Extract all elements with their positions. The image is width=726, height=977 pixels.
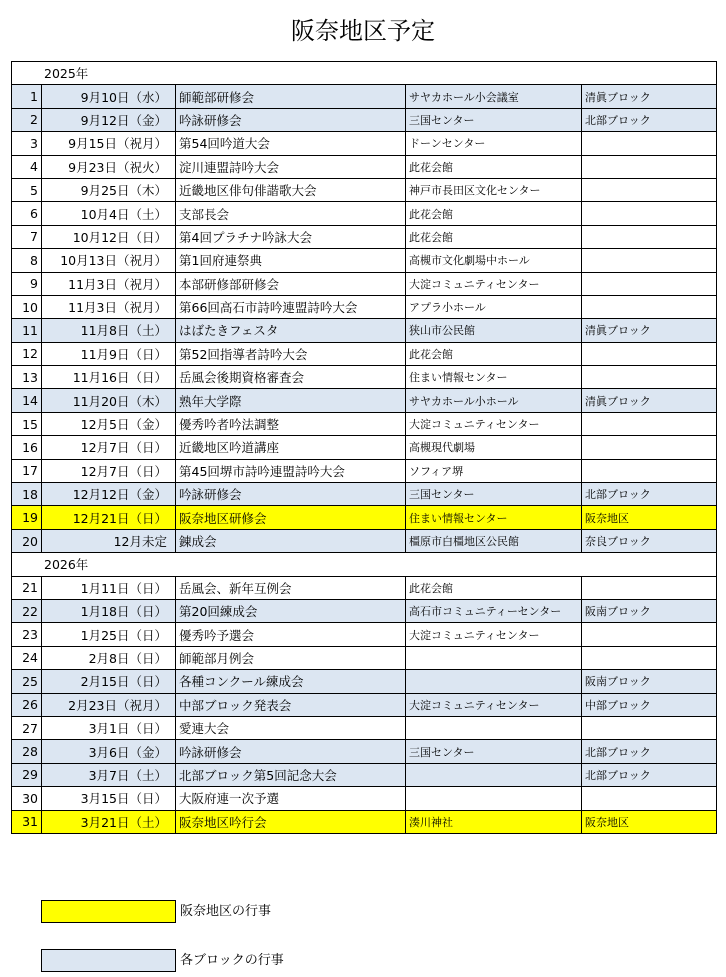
- row-number: 9: [12, 272, 42, 295]
- event-date: 11月16日（日）: [42, 366, 176, 389]
- legend-label-hanna: 阪奈地区の行事: [180, 904, 272, 919]
- row-number: 10: [12, 295, 42, 318]
- event-organizer: [582, 155, 717, 178]
- table-row: [12, 763, 717, 786]
- event-organizer: 阪南ブロック: [582, 599, 717, 622]
- event-venue: 三国センター: [406, 740, 582, 763]
- event-organizer: [582, 202, 717, 225]
- event-name: 近畿地区俳句俳諧歌大会: [176, 178, 406, 201]
- event-organizer: [582, 459, 717, 482]
- event-date: 1月25日（日）: [42, 623, 176, 646]
- event-venue: [406, 763, 582, 786]
- event-venue: [406, 716, 582, 739]
- event-name: 阪奈地区研修会: [176, 506, 406, 529]
- event-venue: 此花会館: [406, 576, 582, 599]
- event-name: 阪奈地区吟行会: [176, 810, 406, 833]
- event-date: 11月9日（日）: [42, 342, 176, 365]
- event-name: 錬成会: [176, 529, 406, 552]
- row-number: 18: [12, 483, 42, 506]
- event-venue: 高槻現代劇場: [406, 436, 582, 459]
- event-name: 師範部月例会: [176, 646, 406, 669]
- event-organizer: [582, 225, 717, 248]
- event-name: 大阪府連一次予選: [176, 787, 406, 810]
- row-number: 25: [12, 670, 42, 693]
- table-row: [12, 810, 717, 833]
- event-venue: 大淀コミュニティセンター: [406, 412, 582, 435]
- event-date: 10月12日（日）: [42, 225, 176, 248]
- event-venue: 神戸市長田区文化センター: [406, 178, 582, 201]
- event-name: 師範部研修会: [176, 85, 406, 108]
- event-date: 3月21日（土）: [42, 810, 176, 833]
- row-number: 1: [12, 85, 42, 108]
- event-date: 12月7日（日）: [42, 459, 176, 482]
- event-name: 第4回プラチナ吟詠大会: [176, 225, 406, 248]
- event-organizer: 中部ブロック: [582, 693, 717, 716]
- event-date: 10月4日（土）: [42, 202, 176, 225]
- event-date: 12月7日（日）: [42, 436, 176, 459]
- event-venue: [406, 787, 582, 810]
- event-venue: 此花会館: [406, 202, 582, 225]
- row-number: 16: [12, 436, 42, 459]
- event-organizer: 北部ブロック: [582, 108, 717, 131]
- schedule-table: [11, 61, 717, 834]
- event-venue: 狭山市公民館: [406, 319, 582, 342]
- row-number: 4: [12, 155, 42, 178]
- event-name: 各種コンクール練成会: [176, 670, 406, 693]
- event-venue: 湊川神社: [406, 810, 582, 833]
- event-organizer: 北部ブロック: [582, 763, 717, 786]
- event-name: 愛連大会: [176, 716, 406, 739]
- event-name: 優秀吟予選会: [176, 623, 406, 646]
- event-organizer: [582, 249, 717, 272]
- event-date: 11月20日（木）: [42, 389, 176, 412]
- event-organizer: 清眞ブロック: [582, 389, 717, 412]
- event-date: 2月8日（日）: [42, 646, 176, 669]
- event-organizer: [582, 342, 717, 365]
- event-organizer: [582, 272, 717, 295]
- event-organizer: 阪奈地区: [582, 810, 717, 833]
- event-venue: [406, 670, 582, 693]
- event-name: 第45回堺市詩吟連盟詩吟大会: [176, 459, 406, 482]
- event-name: 中部ブロック発表会: [176, 693, 406, 716]
- event-organizer: [582, 295, 717, 318]
- table-row: [12, 366, 717, 389]
- event-venue: 大淀コミュニティセンター: [406, 693, 582, 716]
- event-organizer: [582, 132, 717, 155]
- event-venue: 住まい情報センター: [406, 366, 582, 389]
- row-number: 19: [12, 506, 42, 529]
- row-number: 12: [12, 342, 42, 365]
- event-organizer: [582, 646, 717, 669]
- event-date: 9月10日（水）: [42, 85, 176, 108]
- event-organizer: [582, 576, 717, 599]
- table-row: [12, 202, 717, 225]
- row-number: 7: [12, 225, 42, 248]
- table-row: [12, 459, 717, 482]
- event-venue: 住まい情報センター: [406, 506, 582, 529]
- table-row: [12, 506, 717, 529]
- table-row: [12, 740, 717, 763]
- table-row: [12, 108, 717, 131]
- event-date: 9月25日（木）: [42, 178, 176, 201]
- table-row: [12, 599, 717, 622]
- event-name: 第54回吟道大会: [176, 132, 406, 155]
- row-number: 29: [12, 763, 42, 786]
- table-row: [12, 576, 717, 599]
- event-name: 岳風会、新年互例会: [176, 576, 406, 599]
- table-row: [12, 389, 717, 412]
- event-name: 熟年大学際: [176, 389, 406, 412]
- row-number: 14: [12, 389, 42, 412]
- event-date: 11月8日（土）: [42, 319, 176, 342]
- table-row: [12, 249, 717, 272]
- table-row: [12, 155, 717, 178]
- row-number: 11: [12, 319, 42, 342]
- event-name: 近畿地区吟道講座: [176, 436, 406, 459]
- event-organizer: [582, 436, 717, 459]
- row-number: 22: [12, 599, 42, 622]
- event-organizer: [582, 366, 717, 389]
- table-row: [12, 295, 717, 318]
- event-name: 淀川連盟詩吟大会: [176, 155, 406, 178]
- event-venue: ソフィア堺: [406, 459, 582, 482]
- event-venue: 此花会館: [406, 155, 582, 178]
- table-row: [12, 342, 717, 365]
- table-row: [12, 412, 717, 435]
- event-date: 11月3日（祝月）: [42, 295, 176, 318]
- row-number: 3: [12, 132, 42, 155]
- event-venue: [406, 646, 582, 669]
- event-venue: サヤカホール小ホール: [406, 389, 582, 412]
- event-venue: サヤカホール小会議室: [406, 85, 582, 108]
- event-organizer: 阪奈地区: [582, 506, 717, 529]
- table-row: [12, 132, 717, 155]
- table-row: [12, 483, 717, 506]
- event-organizer: 清眞ブロック: [582, 319, 717, 342]
- event-date: 3月15日（日）: [42, 787, 176, 810]
- event-name: 吟詠研修会: [176, 483, 406, 506]
- page-title: 阪奈地区予定: [291, 17, 435, 45]
- row-number: 13: [12, 366, 42, 389]
- event-venue: 大淀コミュニティセンター: [406, 623, 582, 646]
- event-date: 3月1日（日）: [42, 716, 176, 739]
- event-name: 優秀吟者吟法調整: [176, 412, 406, 435]
- row-number: 26: [12, 693, 42, 716]
- event-name: 吟詠研修会: [176, 740, 406, 763]
- event-date: 9月15日（祝月）: [42, 132, 176, 155]
- event-name: 第1回府連祭典: [176, 249, 406, 272]
- table-row: [12, 529, 717, 552]
- event-name: はばたきフェスタ: [176, 319, 406, 342]
- event-date: 9月23日（祝火）: [42, 155, 176, 178]
- row-number: 27: [12, 716, 42, 739]
- event-name: 岳風会後期資格審査会: [176, 366, 406, 389]
- event-date: 11月3日（祝月）: [42, 272, 176, 295]
- table-row: [12, 623, 717, 646]
- row-number: 31: [12, 810, 42, 833]
- event-date: 2月23日（祝月）: [42, 693, 176, 716]
- year-header-row: [12, 62, 717, 85]
- event-date: 12月未定: [42, 529, 176, 552]
- event-organizer: 北部ブロック: [582, 740, 717, 763]
- row-number: 2: [12, 108, 42, 131]
- row-number: 20: [12, 529, 42, 552]
- event-venue: 三国センター: [406, 483, 582, 506]
- event-venue: 大淀コミュニティセンター: [406, 272, 582, 295]
- event-date: 1月11日（日）: [42, 576, 176, 599]
- event-date: 1月18日（日）: [42, 599, 176, 622]
- legend-swatch-block: [41, 949, 176, 972]
- year-header-row: [12, 553, 717, 576]
- event-name: 吟詠研修会: [176, 108, 406, 131]
- table-row: [12, 787, 717, 810]
- event-venue: 此花会館: [406, 225, 582, 248]
- event-date: 3月7日（土）: [42, 763, 176, 786]
- table-row: [12, 716, 717, 739]
- table-row: [12, 693, 717, 716]
- event-date: 12月21日（日）: [42, 506, 176, 529]
- event-name: 本部研修部研修会: [176, 272, 406, 295]
- event-venue: 高石市コミュニティーセンター: [406, 599, 582, 622]
- event-venue: 此花会館: [406, 342, 582, 365]
- row-number: 17: [12, 459, 42, 482]
- event-organizer: [582, 412, 717, 435]
- event-name: 北部ブロック第5回記念大会: [176, 763, 406, 786]
- event-venue: アプラ小ホール: [406, 295, 582, 318]
- event-name: 支部長会: [176, 202, 406, 225]
- row-number: 8: [12, 249, 42, 272]
- event-date: 9月12日（金）: [42, 108, 176, 131]
- legend-swatch-hanna: [41, 900, 176, 923]
- row-number: 28: [12, 740, 42, 763]
- table-row: [12, 646, 717, 669]
- event-date: 10月13日（祝月）: [42, 249, 176, 272]
- event-organizer: 阪南ブロック: [582, 670, 717, 693]
- event-organizer: [582, 178, 717, 201]
- table-row: [12, 178, 717, 201]
- event-organizer: 清眞ブロック: [582, 85, 717, 108]
- table-row: [12, 225, 717, 248]
- event-organizer: 北部ブロック: [582, 483, 717, 506]
- table-row: [12, 436, 717, 459]
- row-number: 21: [12, 576, 42, 599]
- legend-label-block: 各ブロックの行事: [180, 953, 284, 968]
- event-venue: 橿原市白橿地区公民館: [406, 529, 582, 552]
- year-label: 2026年: [12, 553, 717, 576]
- event-venue: 三国センター: [406, 108, 582, 131]
- table-row: [12, 670, 717, 693]
- row-number: 15: [12, 412, 42, 435]
- event-name: 第20回練成会: [176, 599, 406, 622]
- row-number: 5: [12, 178, 42, 201]
- event-venue: 高槻市文化劇場中ホール: [406, 249, 582, 272]
- table-row: [12, 85, 717, 108]
- row-number: 6: [12, 202, 42, 225]
- event-date: 3月6日（金）: [42, 740, 176, 763]
- event-venue: ドーンセンター: [406, 132, 582, 155]
- table-row: [12, 272, 717, 295]
- table-row: [12, 319, 717, 342]
- event-organizer: [582, 623, 717, 646]
- row-number: 24: [12, 646, 42, 669]
- event-name: 第52回指導者詩吟大会: [176, 342, 406, 365]
- event-name: 第66回高石市詩吟連盟詩吟大会: [176, 295, 406, 318]
- event-date: 2月15日（日）: [42, 670, 176, 693]
- event-organizer: [582, 787, 717, 810]
- year-label: 2025年: [12, 62, 717, 85]
- event-date: 12月5日（金）: [42, 412, 176, 435]
- row-number: 30: [12, 787, 42, 810]
- row-number: 23: [12, 623, 42, 646]
- event-organizer: [582, 716, 717, 739]
- event-date: 12月12日（金）: [42, 483, 176, 506]
- event-organizer: 奈良ブロック: [582, 529, 717, 552]
